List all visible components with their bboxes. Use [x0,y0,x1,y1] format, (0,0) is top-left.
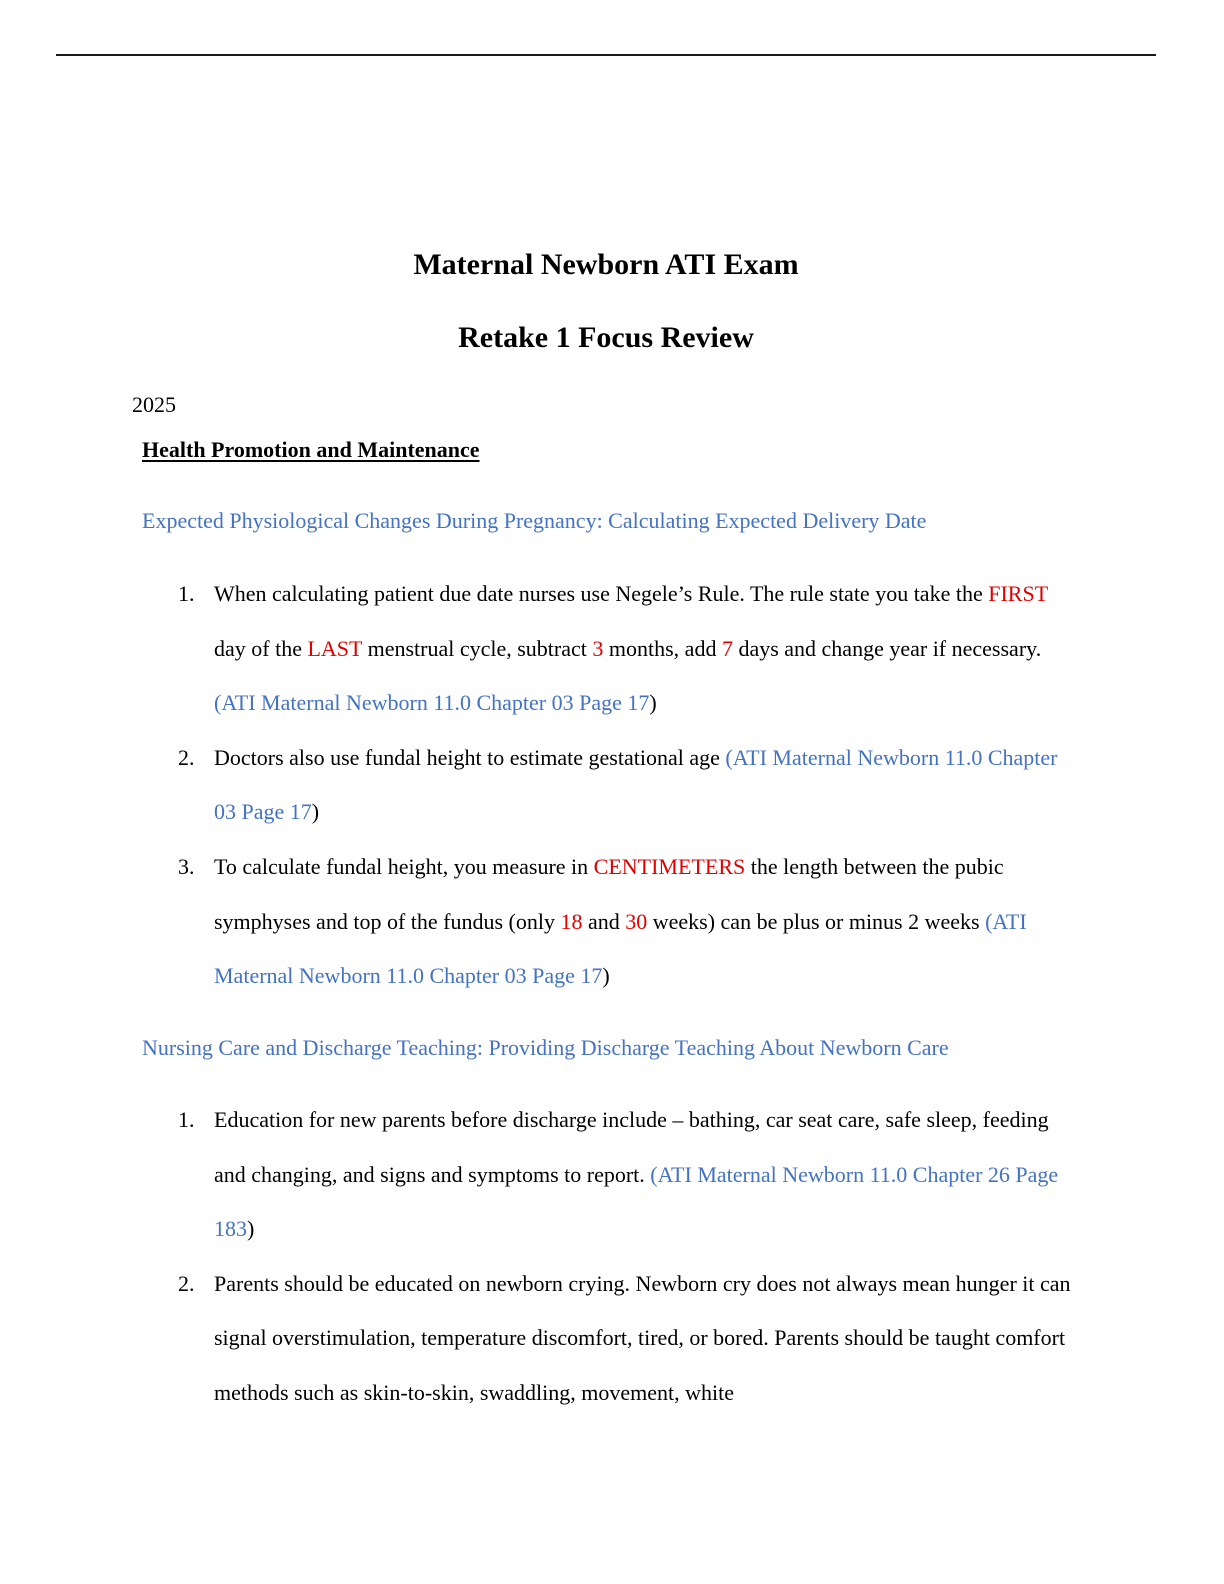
item-text: the length between the pubic symphyses and top of the fundus (only [214,853,1004,934]
list-item [178,1093,1074,1257]
emphasis-text: 3 [592,635,604,661]
delivery-date-list [178,567,1074,1004]
item-text: menstrual cycle, subtract [362,635,593,661]
item-text: Education for new parents before discharge include – bathing, car seat care, safe sleep, feeding and changing, and signs and symptoms to report. [214,1107,1049,1187]
topic-heading-discharge-teaching: Nursing Care and Discharge Teaching: Providing Discharge Teaching About Newborn Care [142,1035,949,1060]
list-item-number: 3. [178,853,195,879]
list-item [178,567,1074,731]
list-item-number: 2. [178,744,195,770]
list-item-number: 1. [178,1107,195,1132]
emphasis-text: 30 [625,908,648,934]
citation-close: ) [649,690,657,716]
citation-close: ) [602,963,610,989]
item-text: and [582,908,626,934]
emphasis-text: 7 [721,635,733,661]
discharge-teaching-list [178,1093,1074,1421]
emphasis-text: CENTIMETERS [593,853,746,879]
reference-citation: (ATI Maternal Newborn 11.0 Chapter 03 Page 17 [214,908,1027,989]
list-item-number: 2. [178,1270,195,1296]
emphasis-text: FIRST [988,581,1048,606]
item-text: day of the [214,635,308,661]
item-text: days and change year if necessary. [732,635,1042,661]
list-item [178,731,1074,840]
citation-close: ) [311,799,320,825]
list-item [178,840,1074,1004]
section-heading: Health Promotion and Maintenance [142,437,480,462]
document-title: Maternal Newborn ATI Exam [413,248,799,281]
reference-citation: (ATI Maternal Newborn 11.0 Chapter 26 Page 183 [214,1161,1059,1242]
list-item-number: 1. [178,581,195,606]
item-text: months, add [603,635,722,661]
item-text: Parents should be educated on newborn crying. Newborn cry does not always mean hunger it can signal overstimulation, temperature discomfort, tired, or bored. Parents should be taught comfort methods such as skin-to-skin, swaddling, movement, white [214,1270,1071,1405]
list-item [178,1257,1074,1421]
item-text: When calculating patient due date nurses use Negele’s Rule. The rule state you take the [214,581,989,606]
item-text: weeks) can be plus or minus 2 weeks [647,908,986,934]
item-text: Doctors also use fundal height to estimate gestational age [214,744,726,770]
document-subtitle: Retake 1 Focus Review [458,321,754,354]
topic-heading-delivery-date: Expected Physiological Changes During Pregnancy: Calculating Expected Delivery Date [142,508,927,533]
header-rule [56,54,1156,56]
item-text: To calculate fundal height, you measure in [214,853,594,879]
emphasis-text: 18 [560,908,583,934]
document-year: 2025 [132,392,176,417]
emphasis-text: LAST [307,635,363,661]
citation-close: ) [247,1216,255,1242]
reference-citation: (ATI Maternal Newborn 11.0 Chapter 03 Page 17 [214,744,1058,825]
reference-citation: (ATI Maternal Newborn 11.0 Chapter 03 Page 17 [214,690,650,716]
